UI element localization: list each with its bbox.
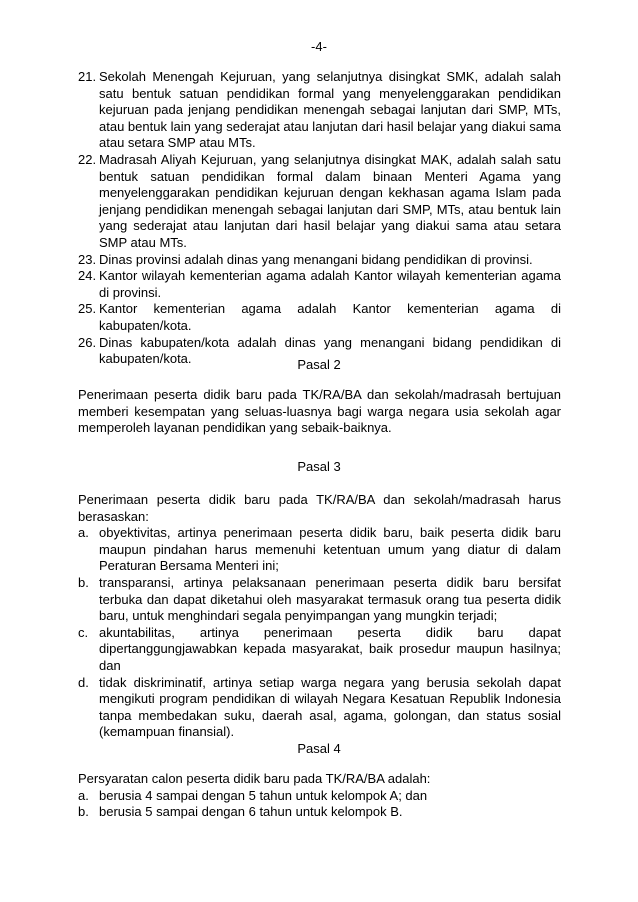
pasal-3-intro: Penerimaan peserta didik baru pada TK/RA/BA dan sekolah/madrasah harus berasaskan: — [78, 492, 561, 524]
list-item — [78, 675, 561, 741]
page-number: -4- — [311, 39, 327, 54]
list-item — [78, 804, 561, 821]
pasal-2-text: Penerimaan peserta didik baru pada TK/RA/BA dan sekolah/madrasah bertujuan memberi kesempatan yang seluas-luasnya bagi warga negara usia sekolah agar memperoleh layanan pendidikan yang sebaik-baiknya. — [78, 387, 561, 436]
item-letter: a. — [78, 787, 89, 803]
section-heading-pasal-2: Pasal 2 — [297, 357, 341, 372]
item-number: 26. — [78, 334, 97, 350]
item-text: Dinas kabupaten/kota adalah dinas yang menangani bidang pendidikan di kabupaten/kota. — [99, 334, 561, 367]
item-letter: b. — [78, 574, 89, 590]
item-letter: c. — [78, 624, 89, 640]
item-text: berusia 4 sampai dengan 5 tahun untuk kelompok A; dan — [99, 787, 428, 803]
item-text: akuntabilitas, artinya penerimaan peserta didik baru dapat dipertanggungjawabkan kepada masyarakat, baik prosedur maupun hasilnya; dan — [99, 624, 561, 673]
item-number: 22. — [78, 151, 97, 167]
pasal-3-body — [78, 492, 561, 741]
item-text-continuation: kabupaten/kota. — [99, 317, 192, 333]
item-number: 23. — [78, 251, 97, 267]
item-text: transparansi, artinya pelaksanaan penerimaan peserta didik baru bersifat terbuka dan dapat diketahui oleh masyarakat termasuk orang tua peserta didik baru, untuk menghindari segala penyimpangan yang mungkin terjadi; — [99, 574, 561, 624]
item-letter: a. — [78, 525, 89, 541]
list-item — [78, 252, 561, 269]
list-item — [78, 788, 561, 805]
item-text: Kantor wilayah kementerian agama adalah Kantor wilayah kementerian agama di provinsi. — [99, 268, 561, 300]
item-number: 21. — [78, 69, 97, 84]
item-letter: b. — [78, 804, 89, 820]
pasal-4-intro: Persyaratan calon peserta didik baru pada TK/RA/BA adalah: — [78, 771, 431, 786]
item-text: berusia 5 sampai dengan 6 tahun untuk kelompok B. — [99, 804, 403, 820]
list-item — [78, 525, 561, 575]
section-heading-pasal-3: Pasal 3 — [297, 459, 341, 474]
list-item — [78, 625, 561, 675]
item-text: Sekolah Menengah Kejuruan, yang selanjutnya disingkat SMK, adalah salah satu bentuk satuan pendidikan formal yang menyelenggarakan pendidikan kejuruan pada jenjang pendidikan menengah sebagai lanjutan dari SMP, MTs, atau bentuk lain yang sederajat atau lanjutan dari hasil belajar yang diakui sama atau setara SMP atau MTs. — [99, 69, 561, 151]
item-number: 24. — [78, 268, 97, 284]
item-letter: d. — [78, 674, 89, 690]
item-text: obyektivitas, artinya penerimaan peserta didik baru, baik peserta didik baru maupun pindahan harus memenuhi ketentuan umum yang diatur di dalam Peraturan Bersama Menteri ini; — [99, 525, 561, 574]
item-text: Dinas provinsi adalah dinas yang menangani bidang pendidikan di provinsi. — [99, 251, 533, 267]
list-item — [78, 268, 561, 301]
item-text: tidak diskriminatif, artinya setiap warga negara yang berusia sekolah dapat mengikuti program pendidikan di wilayah Negara Kesatuan Republik Indonesia tanpa membedakan suku, daerah asal, agama, golongan, dan status sosial (kemampuan finansial). — [99, 674, 561, 740]
pasal-4-body — [78, 771, 561, 821]
item-text: Madrasah Aliyah Kejuruan, yang selanjutnya disingkat MAK, adalah salah satu bentuk satuan pendidikan formal dalam binaan Menteri Agama yang menyelenggarakan pendidikan kejuruan dengan kekhasan agama Islam pada jenjang pendidikan menengah sebagai lanjutan dari SMP, MTs, atau bentuk lain yang sederajat atau lanjutan dari hasil belajar yang diakui sama atau setara SMP atau MTs. — [99, 151, 561, 250]
list-item — [78, 69, 561, 152]
item-text: Kantor kementerian agama adalah Kantor kementerian agama di — [99, 301, 561, 317]
section-heading-pasal-4: Pasal 4 — [297, 741, 341, 756]
list-item — [78, 301, 561, 334]
item-number: 25. — [78, 301, 97, 317]
list-item — [78, 575, 561, 625]
definitions-list — [78, 69, 561, 368]
list-item — [78, 152, 561, 252]
